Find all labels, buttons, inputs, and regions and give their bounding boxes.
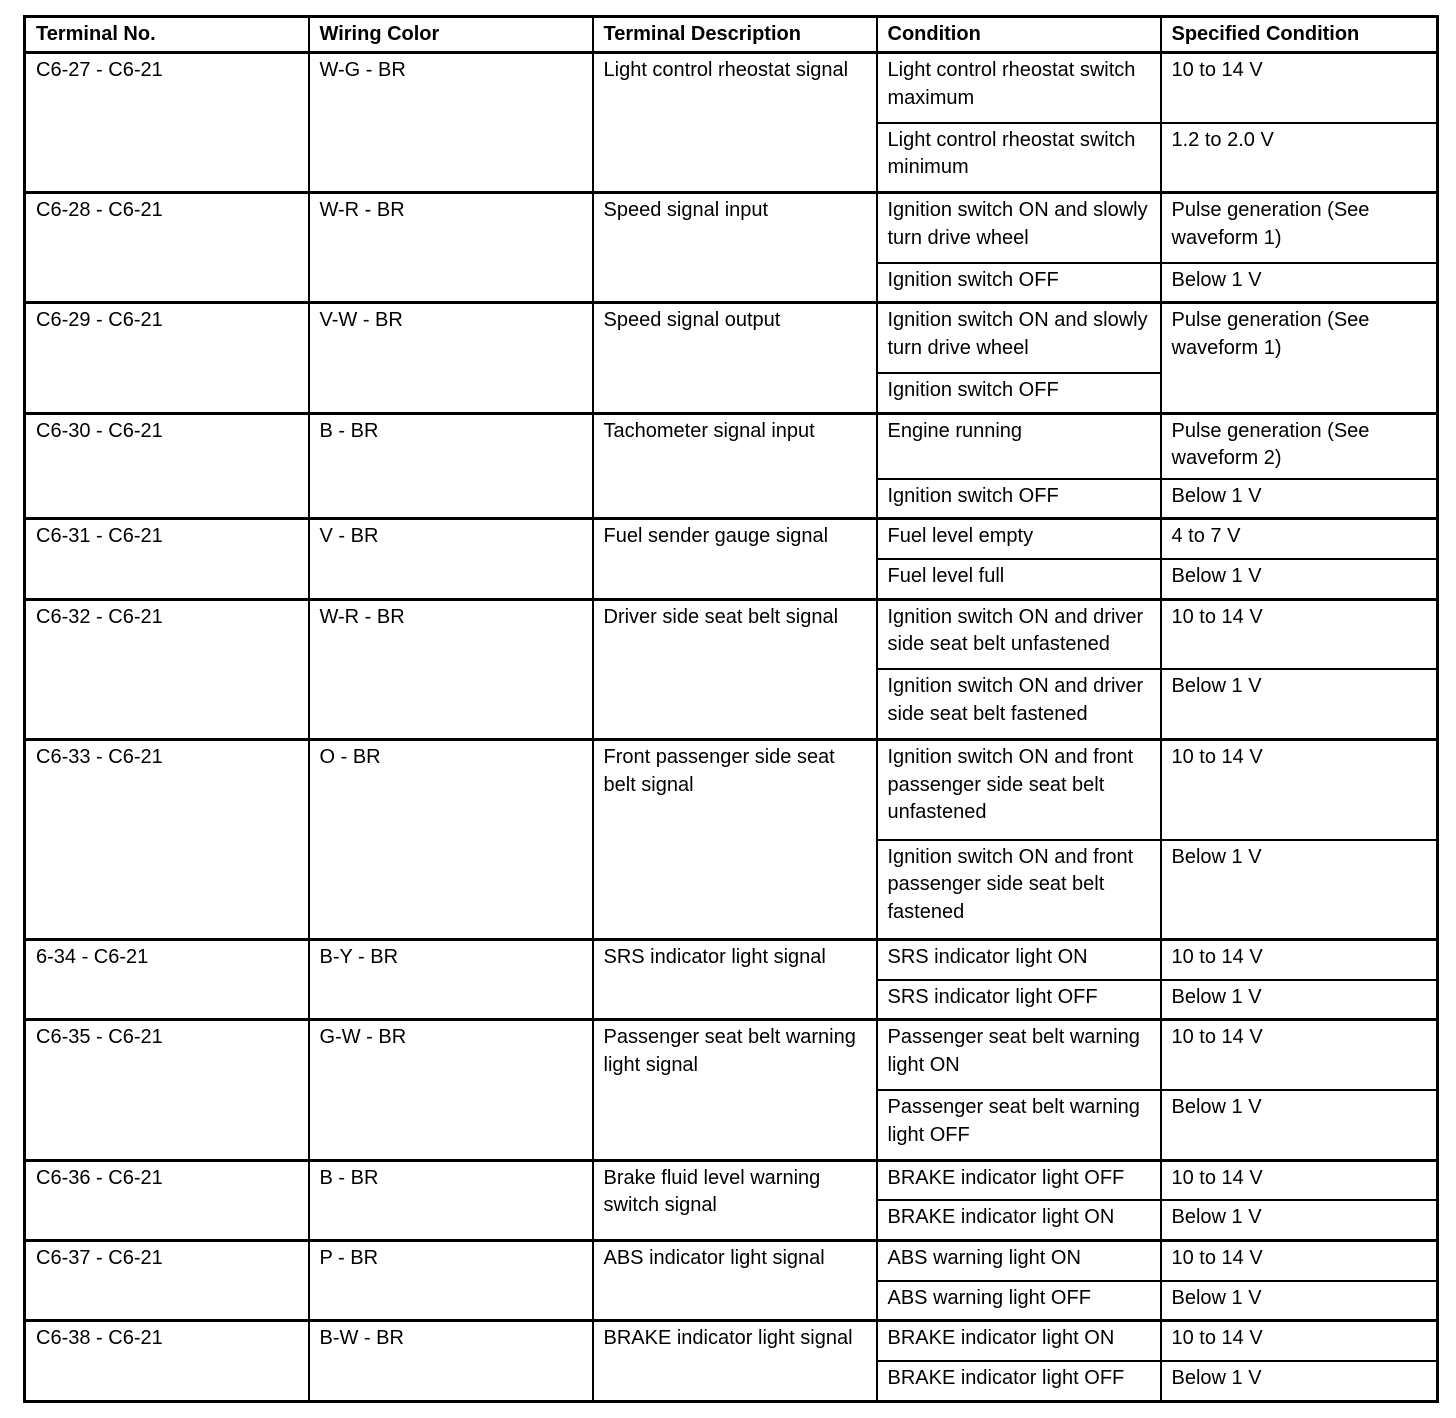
- wiring-color-cell: B - BR: [309, 413, 593, 519]
- header-row: [25, 17, 1438, 53]
- terminal-no-cell: C6-28 - C6-21: [25, 193, 309, 303]
- condition-cell: SRS indicator light OFF: [877, 980, 1161, 1020]
- wiring-color-cell: P - BR: [309, 1241, 593, 1321]
- specified-condition-cell: Below 1 V: [1161, 840, 1438, 940]
- table-header: [25, 17, 1438, 53]
- specified-condition-cell: 10 to 14 V: [1161, 1321, 1438, 1361]
- specified-condition-cell: Below 1 V: [1161, 980, 1438, 1020]
- terminal-no-cell: C6-32 - C6-21: [25, 599, 309, 739]
- specified-condition-cell: 10 to 14 V: [1161, 1020, 1438, 1090]
- condition-cell: Passenger seat belt warning light ON: [877, 1020, 1161, 1090]
- condition-cell: Ignition switch OFF: [877, 373, 1161, 413]
- terminal-description-cell: Speed signal output: [593, 303, 877, 413]
- condition-cell: Ignition switch ON and slowly turn drive wheel: [877, 193, 1161, 263]
- terminal-no-cell: C6-35 - C6-21: [25, 1020, 309, 1160]
- terminal-description-cell: Passenger seat belt warning light signal: [593, 1020, 877, 1160]
- condition-cell: Fuel level full: [877, 559, 1161, 599]
- table-row: [25, 1241, 1438, 1281]
- condition-cell: SRS indicator light ON: [877, 940, 1161, 980]
- terminal-no-cell: C6-31 - C6-21: [25, 519, 309, 599]
- table-body: [25, 53, 1438, 1402]
- table-row: [25, 413, 1438, 479]
- table-row: [25, 303, 1438, 373]
- specified-condition-cell: 10 to 14 V: [1161, 1160, 1438, 1200]
- specified-condition-cell: 4 to 7 V: [1161, 519, 1438, 559]
- wiring-color-cell: B-W - BR: [309, 1321, 593, 1402]
- condition-cell: BRAKE indicator light ON: [877, 1321, 1161, 1361]
- terminal-description-cell: ABS indicator light signal: [593, 1241, 877, 1321]
- terminal-description-cell: Fuel sender gauge signal: [593, 519, 877, 599]
- condition-cell: Light control rheostat switch minimum: [877, 123, 1161, 193]
- specified-condition-cell: Below 1 V: [1161, 669, 1438, 739]
- header-terminal-no: Terminal No.: [25, 17, 309, 53]
- wiring-color-cell: B - BR: [309, 1160, 593, 1240]
- condition-cell: Ignition switch ON and driver side seat belt fastened: [877, 669, 1161, 739]
- terminal-no-cell: C6-29 - C6-21: [25, 303, 309, 413]
- header-terminal-description: Terminal Description: [593, 17, 877, 53]
- condition-cell: Ignition switch OFF: [877, 263, 1161, 303]
- condition-cell: ABS warning light OFF: [877, 1281, 1161, 1321]
- specified-condition-cell: 10 to 14 V: [1161, 740, 1438, 840]
- terminal-description-cell: Light control rheostat signal: [593, 53, 877, 193]
- wiring-color-cell: G-W - BR: [309, 1020, 593, 1160]
- wiring-color-cell: V - BR: [309, 519, 593, 599]
- condition-cell: BRAKE indicator light OFF: [877, 1160, 1161, 1200]
- condition-cell: BRAKE indicator light OFF: [877, 1361, 1161, 1401]
- table-row: [25, 1020, 1438, 1090]
- terminal-description-cell: SRS indicator light signal: [593, 940, 877, 1020]
- header-condition: Condition: [877, 17, 1161, 53]
- specified-condition-cell: Below 1 V: [1161, 263, 1438, 303]
- specified-condition-cell: 10 to 14 V: [1161, 940, 1438, 980]
- table-row: [25, 1160, 1438, 1200]
- wiring-color-cell: V-W - BR: [309, 303, 593, 413]
- table-row: [25, 740, 1438, 840]
- specified-condition-cell: Below 1 V: [1161, 1361, 1438, 1401]
- wiring-color-cell: W-R - BR: [309, 193, 593, 303]
- table-row: [25, 519, 1438, 559]
- condition-cell: Light control rheostat switch maximum: [877, 53, 1161, 123]
- terminal-no-cell: C6-30 - C6-21: [25, 413, 309, 519]
- terminal-description-cell: Driver side seat belt signal: [593, 599, 877, 739]
- header-specified-condition: Specified Condition: [1161, 17, 1438, 53]
- specified-condition-cell: 10 to 14 V: [1161, 53, 1438, 123]
- wiring-color-cell: O - BR: [309, 740, 593, 940]
- specified-condition-cell: Pulse generation (See waveform 1): [1161, 193, 1438, 263]
- terminal-no-cell: C6-33 - C6-21: [25, 740, 309, 940]
- specified-condition-cell: Below 1 V: [1161, 559, 1438, 599]
- specified-condition-cell: 10 to 14 V: [1161, 599, 1438, 669]
- table-row: [25, 53, 1438, 123]
- specified-condition-cell: 1.2 to 2.0 V: [1161, 123, 1438, 193]
- condition-cell: Fuel level empty: [877, 519, 1161, 559]
- terminal-description-cell: Brake fluid level warning switch signal: [593, 1160, 877, 1240]
- terminal-spec-table: [23, 15, 1439, 1403]
- specified-condition-cell: Below 1 V: [1161, 479, 1438, 519]
- condition-cell: ABS warning light ON: [877, 1241, 1161, 1281]
- condition-cell: Ignition switch OFF: [877, 479, 1161, 519]
- table-row: [25, 1321, 1438, 1361]
- table-row: [25, 193, 1438, 263]
- condition-cell: Ignition switch ON and slowly turn drive wheel: [877, 303, 1161, 373]
- condition-cell: Ignition switch ON and front passenger side seat belt fastened: [877, 840, 1161, 940]
- terminal-no-cell: C6-27 - C6-21: [25, 53, 309, 193]
- condition-cell: Ignition switch ON and driver side seat belt unfastened: [877, 599, 1161, 669]
- wiring-color-cell: W-G - BR: [309, 53, 593, 193]
- table-row: [25, 940, 1438, 980]
- table-row: [25, 599, 1438, 669]
- specified-condition-cell: Below 1 V: [1161, 1090, 1438, 1160]
- terminal-no-cell: C6-38 - C6-21: [25, 1321, 309, 1402]
- condition-cell: Engine running: [877, 413, 1161, 479]
- header-wiring-color: Wiring Color: [309, 17, 593, 53]
- condition-cell: Ignition switch ON and front passenger side seat belt unfastened: [877, 740, 1161, 840]
- specified-condition-cell: Below 1 V: [1161, 1200, 1438, 1240]
- specified-condition-cell: Pulse generation (See waveform 2): [1161, 413, 1438, 479]
- specified-condition-cell: Pulse generation (See waveform 1): [1161, 303, 1438, 413]
- wiring-color-cell: B-Y - BR: [309, 940, 593, 1020]
- condition-cell: Passenger seat belt warning light OFF: [877, 1090, 1161, 1160]
- terminal-description-cell: Front passenger side seat belt signal: [593, 740, 877, 940]
- terminal-description-cell: BRAKE indicator light signal: [593, 1321, 877, 1402]
- terminal-no-cell: 6-34 - C6-21: [25, 940, 309, 1020]
- specified-condition-cell: Below 1 V: [1161, 1281, 1438, 1321]
- terminal-no-cell: C6-36 - C6-21: [25, 1160, 309, 1240]
- wiring-color-cell: W-R - BR: [309, 599, 593, 739]
- specified-condition-cell: 10 to 14 V: [1161, 1241, 1438, 1281]
- terminal-description-cell: Speed signal input: [593, 193, 877, 303]
- terminal-no-cell: C6-37 - C6-21: [25, 1241, 309, 1321]
- condition-cell: BRAKE indicator light ON: [877, 1200, 1161, 1240]
- terminal-description-cell: Tachometer signal input: [593, 413, 877, 519]
